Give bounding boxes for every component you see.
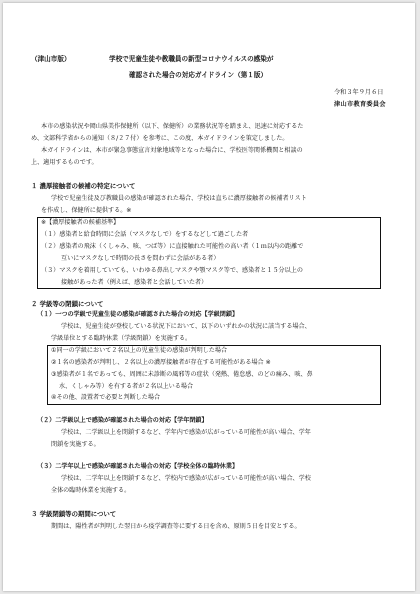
intro-paragraph1-line1: 本市の感染状況や岡山県美作保健所（以下、保健所）の業務状況等を踏まえ、迅速に対応するた: [41, 123, 304, 130]
section2-sub3-heading: （３）二学年以上で感染が確認された場合の対応【学校全体の臨時休業】: [37, 463, 239, 470]
section1-text-line2: を作成し、保健所に提供する。※: [41, 207, 132, 214]
intro-paragraph2-line1: 本ガイドラインは、本市が緊急事態宣言対象地域等となった場合に、学校医等関係機関と相談の: [41, 147, 303, 154]
issue-date: 令和３年９月６日: [334, 89, 384, 96]
section2-sub2-line1: 学校は、二学級以上を閉鎖するなど、学年内で感染が広がっている可能性が高い場合、学年: [61, 429, 311, 436]
section2-sub3-line2: 全体の臨時休業を実施する。: [51, 487, 131, 494]
section2-heading: ２ 学級等の閉鎖について: [31, 300, 104, 308]
issuing-organization: 津山市教育委員会: [334, 101, 386, 108]
criteria-item1: （１）感染者と給食時間に会話（マスクなしで）をするなどして過ごした者: [41, 231, 249, 238]
section2-sub2-heading: （２）二学級以上で感染が確認された場合の対応【学年閉鎖】: [37, 417, 208, 424]
criteria-box-title: ※【濃厚接触者の候補基準】: [41, 219, 120, 226]
section2-sub1-line2: 学級単位とする臨時休業（学級閉鎖）を実施する。: [51, 335, 192, 342]
section3-text: 期間は、陽性者が判明した翌日から疫学調査等に要する日を含め、原則５日を目安とする。: [51, 523, 301, 530]
city-label: （津山市版）: [31, 55, 71, 63]
criteria-item2-line1: （２）感染者の飛沫（くしゃみ、咳、つば等）に直接触れた可能性の高い者（１ｍ以内の距離で: [41, 243, 304, 250]
section2-sub1-heading: （１）一つの学級で児童生徒の感染が確認された場合の対応【学級閉鎖】: [37, 311, 239, 318]
section1-text-line1: 学校で児童生徒及び教職員の感染が確認された場合、学校は直ちに濃厚接触者の候補者リスト: [51, 195, 307, 202]
section2-sub3-line1: 学校は、二学年以上を閉鎖するなど、学校内で感染が広がっている可能性が高い場合、学校: [61, 475, 311, 482]
document-page: [3, 3, 415, 591]
criteria-item2-line2: 互いにマスクなしで時間の長さを問わずに会話がある者）: [61, 255, 220, 262]
condition-2: ②１名の感染者が判明し、２名以上の濃厚接触者が存在する可能性がある場合 ※: [51, 359, 271, 366]
criteria-item3-line2: 接触があった者（例えば、感染者と会話していた者）: [61, 279, 208, 286]
condition-3-line2: 水、くしゃみ等）を有する者が２名以上いる場合: [59, 383, 194, 390]
criteria-item3-line1: （３）マスクを着用していても、いわゆる鼻出しマスクや顎マスク等で、感染者と１５分以上の: [41, 267, 303, 274]
intro-paragraph1-line2: め、文部科学省からの通知（８/２７付）を参考に、この度、本ガイドラインを策定しました。: [31, 135, 289, 142]
section2-sub2-line2: 閉鎖を実施する。: [51, 441, 100, 448]
section3-heading: ３ 学級閉鎖等の期間について: [31, 510, 117, 518]
condition-1: ①同一の学級において２名以上の児童生徒の感染が判明した場合: [51, 347, 228, 354]
section2-sub1-line1: 学校は、児童生徒が登校している状況下において、以下のいずれかの状況に該当する場合、: [61, 323, 311, 330]
document-title-line1: 学校で児童生徒や教職員の新型コロナウイルスの感染が: [109, 55, 274, 63]
document-title-line2: 確認された場合の対応ガイドライン（第１版）: [129, 71, 268, 79]
condition-4: ④その他、設置者で必要と判断した場合: [51, 394, 161, 401]
condition-3-line1: ③感染者が１名であっても、周囲に未診断の風邪等の症状（発熱、倦怠感、のどの痛み、咳、鼻: [51, 371, 313, 378]
intro-paragraph2-line2: 上、適用するものです。: [31, 159, 98, 166]
section1-heading: １ 濃厚接触者の候補の特定について: [31, 182, 136, 190]
